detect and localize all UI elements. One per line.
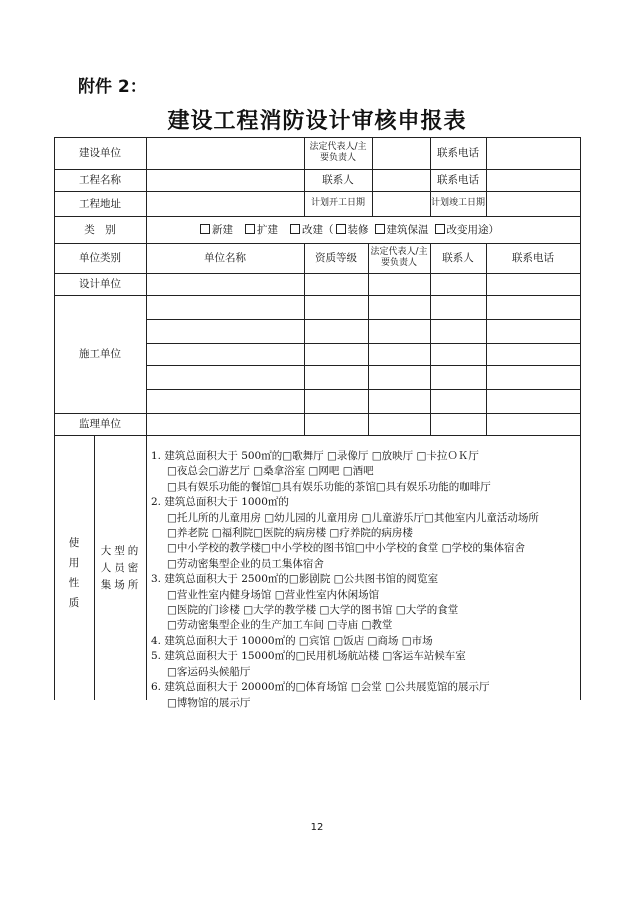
label-project-name: 工程名称 xyxy=(79,174,121,186)
contact-phone-field-2[interactable] xyxy=(486,169,580,191)
label-construction-unit: 建设单位 xyxy=(79,147,121,159)
label-design-unit: 设计单位 xyxy=(79,278,121,290)
application-form-table xyxy=(54,137,581,709)
usage-option-line[interactable]: 6. 建筑总面积大于 20000㎡的□体育场馆 □会堂 □公共展览馆的展示厅 xyxy=(151,681,490,694)
planned-start-date-field[interactable] xyxy=(372,191,430,216)
label-supervision-unit: 监理单位 xyxy=(79,418,121,430)
label-category: 类 别 xyxy=(84,223,116,236)
checkbox-icon xyxy=(336,224,346,234)
header-contact-person: 联系人 xyxy=(442,252,474,264)
project-name-field[interactable] xyxy=(146,169,304,191)
contact-person-field[interactable] xyxy=(372,169,430,191)
category-option-decoration[interactable]: 装修 xyxy=(336,222,369,237)
label-project-address: 工程地址 xyxy=(79,197,121,210)
project-address-field[interactable] xyxy=(146,191,304,216)
legal-representative-field[interactable] xyxy=(372,137,430,169)
usage-option-line[interactable]: □托儿所的儿童用房 □幼儿园的儿童用房 □儿童游乐厅□其他室内儿童活动场所 xyxy=(167,511,539,524)
category-option-change-use[interactable]: 改变用途） xyxy=(435,222,500,237)
category-option-insulation[interactable]: 建筑保温 xyxy=(375,222,429,237)
label-usage-nature: 使用性质 xyxy=(68,537,80,609)
label-construction-company: 施工单位 xyxy=(79,348,121,360)
header-legal-representative: 法定代表人/主要负责人 xyxy=(370,247,428,268)
form-title: 建设工程消防设计审核申报表 xyxy=(167,109,467,134)
page-number: 12 xyxy=(310,822,324,833)
label-planned-start-date: 计划开工日期 xyxy=(310,198,365,208)
header-unit-name: 单位名称 xyxy=(204,252,246,264)
header-contact-phone: 联系电话 xyxy=(512,252,554,264)
usage-option-line[interactable]: □客运码头候船厅 xyxy=(167,665,251,678)
construction-unit-field[interactable] xyxy=(146,137,304,169)
usage-option-line[interactable]: 3. 建筑总面积大于 2500㎡的□影剧院 □公共图书馆的阅览室 xyxy=(151,573,439,586)
planned-end-date-field[interactable] xyxy=(486,191,580,216)
usage-option-line[interactable]: □具有娱乐功能的餐馆□具有娱乐功能的茶馆□具有娱乐功能的咖啡厅 xyxy=(167,480,491,493)
label-contact-person: 联系人 xyxy=(322,174,354,186)
category-options xyxy=(200,216,499,243)
usage-option-line[interactable]: 5. 建筑总面积大于 15000㎡的□民用机场航站楼 □客运车站候车室 xyxy=(151,650,466,663)
usage-option-line[interactable]: □医院的门诊楼 □大学的教学楼 □大学的图书馆 □大学的食堂 xyxy=(167,604,459,617)
label-contact-phone-2: 联系电话 xyxy=(437,174,479,186)
category-option-expand[interactable]: 扩建 xyxy=(245,222,278,237)
label-planned-end-date: 计划竣工日期 xyxy=(430,198,485,208)
usage-option-line[interactable]: □养老院 □福利院□医院的病房楼 □疗养院的病房楼 xyxy=(167,527,413,540)
header-unit-type: 单位类别 xyxy=(79,252,121,264)
checkbox-icon xyxy=(290,224,300,234)
checkbox-icon xyxy=(375,224,385,234)
usage-option-line[interactable]: □中小学校的教学楼□中小学校的图书馆□中小学校的食堂 □学校的集体宿舍 xyxy=(167,542,526,555)
contact-phone-field[interactable] xyxy=(486,137,580,169)
usage-option-line[interactable]: □营业性室内健身场馆 □营业性室内休闲场馆 xyxy=(167,588,380,601)
usage-options-list xyxy=(151,449,576,711)
usage-option-line[interactable]: 2. 建筑总面积大于 1000㎡的 xyxy=(151,496,289,509)
label-crowded-places: 大型的人员密集场所 xyxy=(100,545,142,591)
usage-option-line[interactable]: □夜总会□游艺厅 □桑拿浴室 □网吧 □酒吧 xyxy=(167,465,374,478)
label-contact-phone: 联系电话 xyxy=(437,147,479,159)
checkbox-icon xyxy=(435,224,445,234)
usage-option-line[interactable]: 4. 建筑总面积大于 10000㎡的 □宾馆 □饭店 □商场 □市场 xyxy=(151,634,433,647)
checkbox-icon xyxy=(200,224,210,234)
usage-option-line[interactable]: □劳动密集型企业的生产加工车间 □寺庙 □教堂 xyxy=(167,619,393,632)
category-option-new[interactable]: 新建 xyxy=(200,222,233,237)
usage-option-line[interactable]: 1. 建筑总面积大于 500㎡的□歌舞厅 □录像厅 □放映厅 □卡拉ＯＫ厅 xyxy=(151,450,479,462)
label-legal-representative: 法定代表人/主要负责人 xyxy=(309,142,367,163)
category-option-rebuild[interactable]: 改建（ xyxy=(290,222,334,237)
usage-option-line[interactable]: □劳动密集型企业的员工集体宿舍 xyxy=(167,557,324,570)
header-qualification: 资质等级 xyxy=(315,252,357,264)
attachment-label: 附件 2： xyxy=(78,77,147,97)
usage-option-line[interactable]: □博物馆的展示厅 xyxy=(167,696,251,709)
checkbox-icon xyxy=(245,224,255,234)
